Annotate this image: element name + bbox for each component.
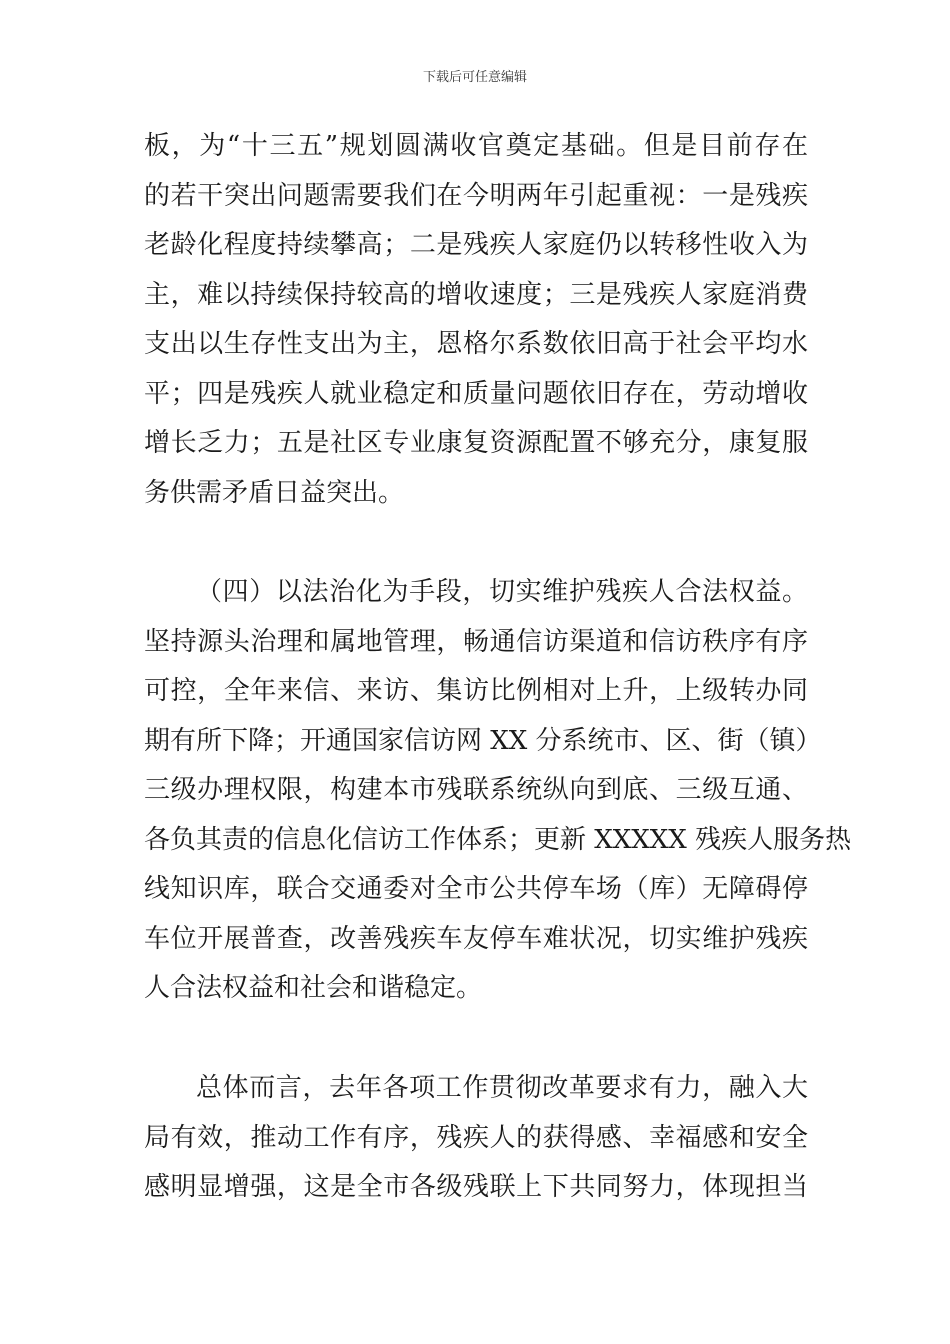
text-line: 车位开展普查，改善残疾车友停车难状况，切实维护残疾 <box>144 923 808 954</box>
text-line: 平；四是残疾人就业稳定和质量问题依旧存在，劳动增收 <box>144 378 808 409</box>
text-line: 支出以生存性支出为主，恩格尔系数依旧高于社会平均水 <box>144 329 808 359</box>
text-line: 总体而言，去年各项工作贯彻改革要求有力，融入大 <box>196 1073 808 1103</box>
text-line: 坚持源头治理和属地管理，畅通信访渠道和信访秩序有序 <box>144 626 808 657</box>
text-line: 期有所下降；开通国家信访网 XX 分系统市、区、街（镇） <box>144 725 822 756</box>
text-line: 各负其责的信息化信访工作体系；更新 XXXXX 残疾人服务热 <box>144 824 852 855</box>
text-line: 主，难以持续保持较高的增收速度；三是残疾人家庭消费 <box>144 279 808 310</box>
text-line: 老龄化程度持续攀高；二是残疾人家庭仍以转移性收入为 <box>144 230 808 260</box>
page-header: 下载后可任意编辑 <box>422 70 527 85</box>
text-line: 线知识库，联合交通委对全市公共停车场（库）无障碍停 <box>144 874 808 904</box>
text-line: 板，为“十三五”规划圆满收官奠定基础。但是目前存在 <box>144 131 808 161</box>
text-line: 的若干突出问题需要我们在今明两年引起重视：一是残疾 <box>144 180 808 211</box>
paragraph-section-four <box>144 568 852 1014</box>
paragraph-summary <box>144 1064 808 1213</box>
text-line: 人合法权益和社会和谐稳定。 <box>144 973 483 1003</box>
text-line: 增长乏力；五是社区专业康复资源配置不够充分，康复服 <box>144 428 808 458</box>
text-line: 务供需矛盾日益突出。 <box>144 477 405 508</box>
text-line: 感明显增强，这是全市各级残联上下共同努力，体现担当 <box>144 1172 808 1202</box>
text-line: 三级办理权限，构建本市残联系统纵向到底、三级互通、 <box>144 775 808 805</box>
paragraph-challenges <box>144 122 808 518</box>
text-line: 局有效，推动工作有序，残疾人的获得感、幸福感和安全 <box>144 1122 808 1153</box>
section-heading-line: （四）以法治化为手段，切实维护残疾人合法权益。 <box>196 577 808 607</box>
text-line: 可控，全年来信、来访、集访比例相对上升，上级转办同 <box>144 676 808 706</box>
